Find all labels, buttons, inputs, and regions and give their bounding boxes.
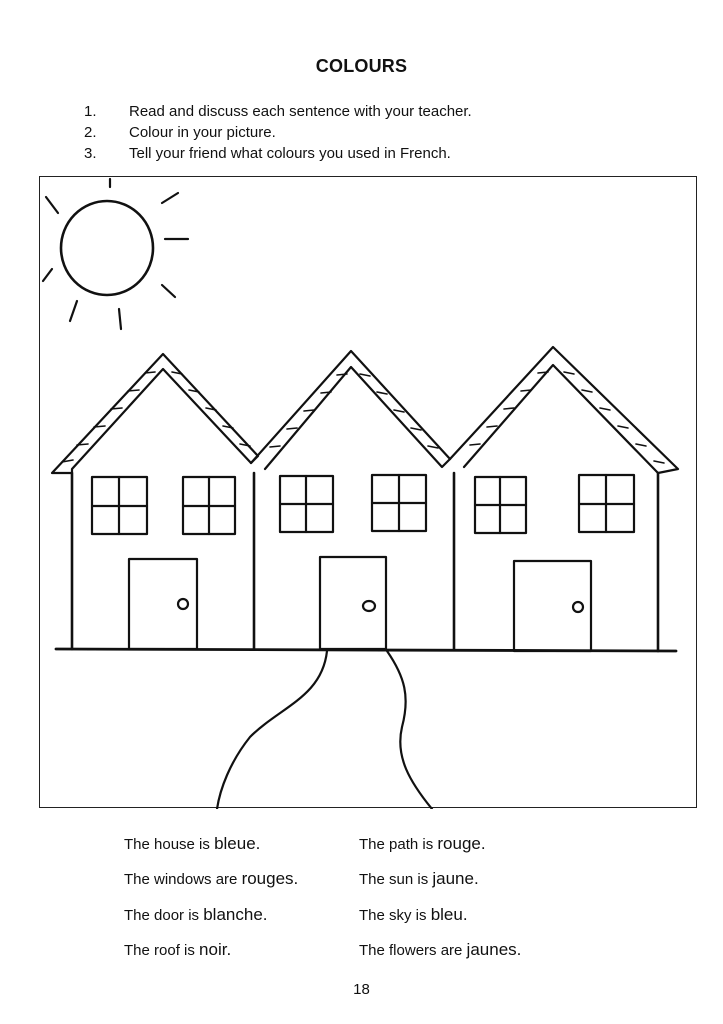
sentence-text: The path is [359,835,438,853]
sentence-period: . [516,940,522,960]
house-left [52,354,258,649]
instruction-text: Colour in your picture. [129,124,276,141]
roof-tiles [270,374,438,448]
sentence-path [359,834,594,854]
sentence-row [124,897,594,933]
colour-word: noir [199,940,227,960]
sentence-period: . [462,904,468,924]
colour-word: rouges [241,869,294,889]
sentence-door [124,905,359,925]
sentence-row [124,862,594,898]
colour-word: jaunes [466,940,517,960]
sentence-windows [124,869,359,889]
sentence-period: . [480,833,486,853]
sentence-text: The windows are [124,871,242,889]
instruction-text: Tell your friend what colours you used in French. [129,145,451,162]
instruction-item [84,122,472,143]
window [280,476,333,532]
sentence-text: The roof is [124,942,200,960]
house-middle [251,351,454,649]
door-knob [363,601,375,611]
instruction-number: 2. [84,124,97,141]
sentence-text: The flowers are [359,942,467,960]
page-title: COLOURS [315,56,408,76]
door [129,559,197,649]
door-knob [573,602,583,612]
instruction-item [84,143,472,164]
colour-word: jaune [432,869,474,889]
colouring-picture [39,176,697,808]
sentence-roof [124,940,359,960]
window [579,475,634,532]
page-number: 18 [353,981,370,998]
sun-icon [61,201,153,295]
instruction-number: 3. [84,145,97,162]
sentence-text: The house is [124,835,215,853]
colour-word: blanche [203,904,263,924]
house-right [450,347,678,651]
sentence-row [124,933,594,969]
sentence-sun [359,869,594,889]
door [320,557,386,649]
sentence-row [124,826,594,862]
instruction-list [84,101,472,164]
sentence-text: The sun is [359,871,433,889]
colour-word: rouge [437,833,481,853]
window [92,477,147,534]
sentence-text: The door is [124,906,204,924]
door-knob [178,599,188,609]
roof [450,347,678,473]
path [217,651,432,809]
roof [251,351,450,469]
window [475,477,526,533]
window [183,477,235,534]
sentence-period: . [293,869,299,889]
sentence-house [124,834,359,854]
sentence-sky [359,905,594,925]
sentence-text: The sky is [359,906,431,924]
window [372,475,426,531]
colour-word: bleu [430,904,463,924]
door [514,561,591,651]
sentence-period: . [255,833,261,853]
sentence-period: . [473,869,479,889]
sentence-period: . [262,904,268,924]
instruction-number: 1. [84,103,97,120]
house-drawing [40,177,698,809]
colour-word: bleue [214,833,256,853]
sentence-period: . [226,940,232,960]
sentence-flowers [359,940,594,960]
sentence-list [124,826,594,968]
instruction-item [84,101,472,122]
instruction-text: Read and discuss each sentence with your teacher. [129,103,472,120]
